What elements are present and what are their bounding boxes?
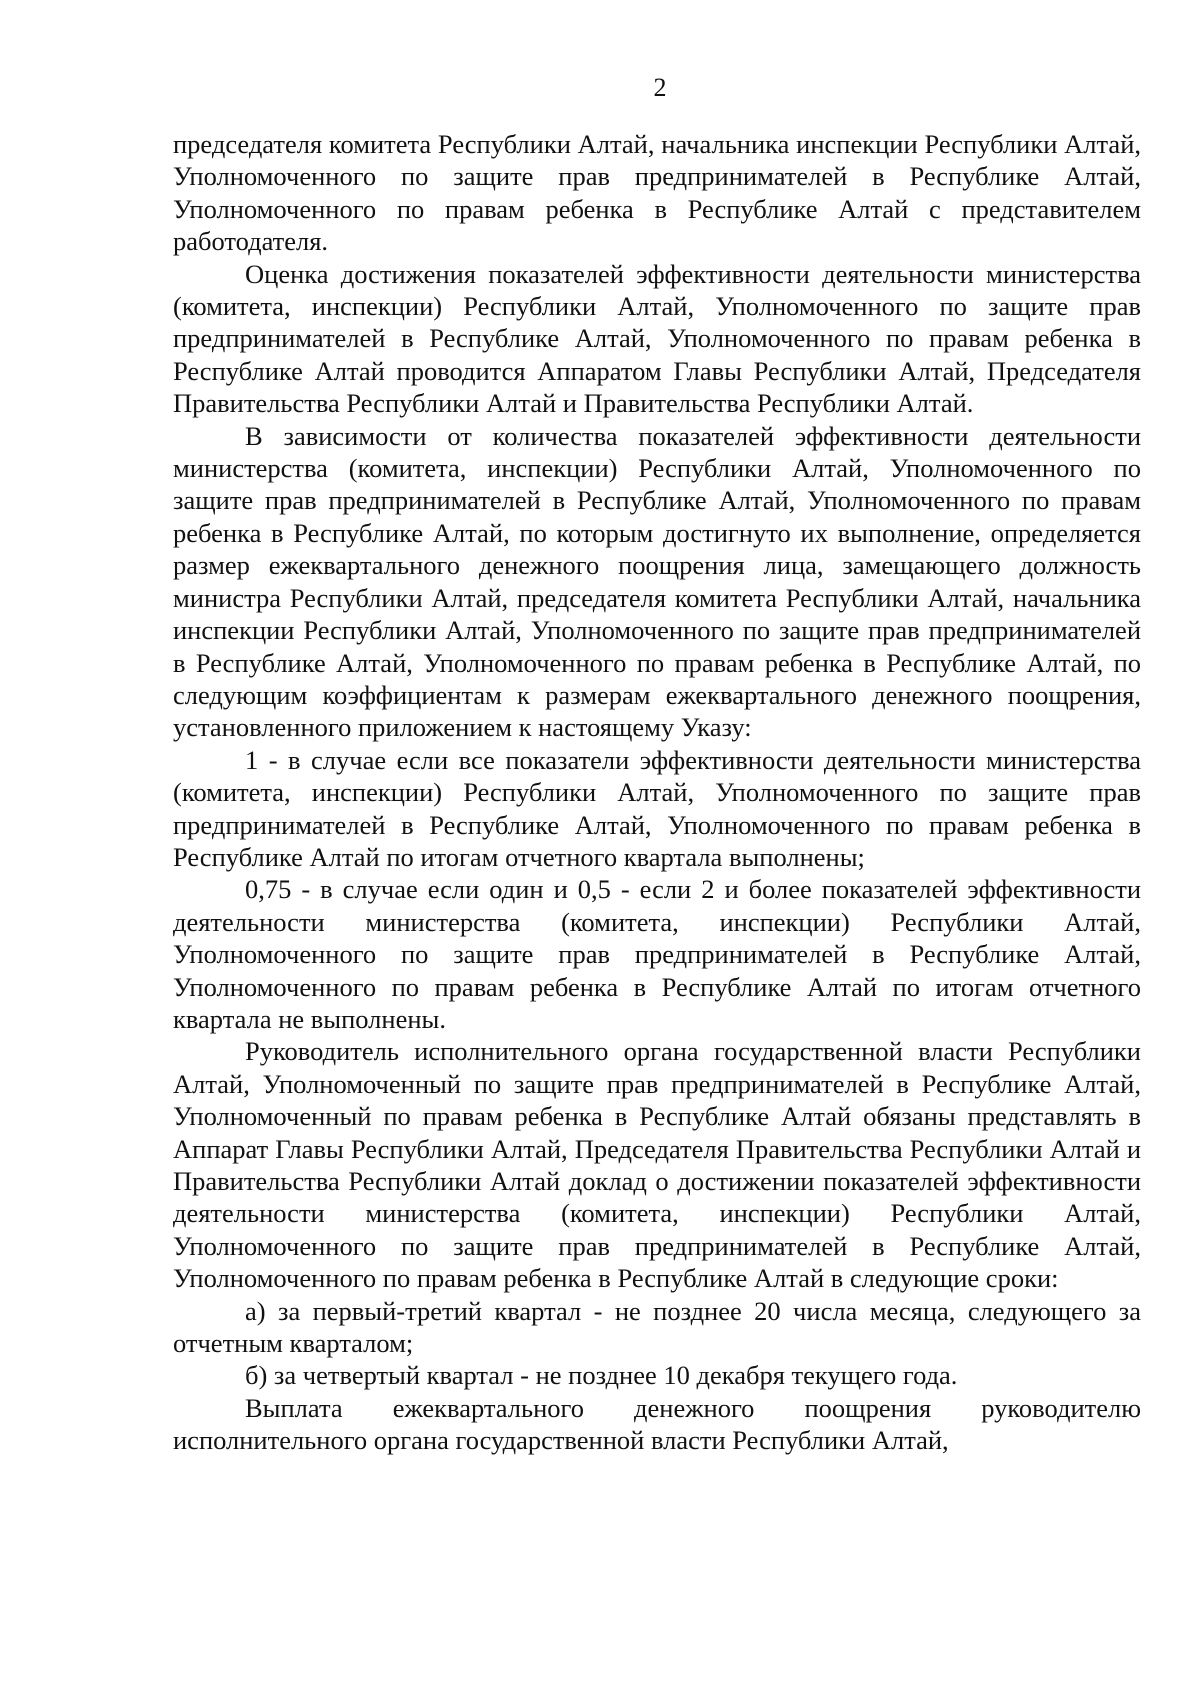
page-number: 2 (653, 73, 667, 102)
paragraph: а) за первый-третий квартал - не позднее 20 числа месяца, следующего за отчетным кварталом; (173, 1295, 1141, 1359)
paragraph: 1 - в случае если все показатели эффективности деятельности министерства (комитета, инспекции) Республики Алтай, Уполномоченного по защите прав предпринимателей в Республике Алтай, Уполномоченного по правам ребенка в Республике Алтай по итогам отчетного квартала выполнены; (173, 744, 1141, 872)
paragraph: Руководитель исполнительного органа государственной власти Республики Алтай, Уполномоченный по защите прав предпринимателей в Республике Алтай, Уполномоченный по правам ребенка в Республике Алтай обязаны представлять в Аппарат Главы Республики Алтай, Председателя Правительства Республики Алтай и Правительства Республики Алтай доклад о достижении показателей эффективности деятельности министерства (комитета, инспекции) Республики Алтай, Уполномоченного по защите прав предпринимателей в Республике Алтай, Уполномоченного по правам ребенка в Республике Алтай в следующие сроки: (173, 1036, 1141, 1294)
paragraph: 0,75 - в случае если один и 0,5 - если 2 и более показателей эффективности деятельности министерства (комитета, инспекции) Республики Алтай, Уполномоченного по защите прав предпринимателей в Республике Алтай, Уполномоченного по правам ребенка в Республике Алтай по итогам отчетного квартала не выполнены. (173, 874, 1141, 1034)
document-body (173, 128, 1141, 1457)
paragraph: Выплата ежеквартального денежного поощрения руководителю исполнительного органа государственной власти Республики Алтай, (173, 1392, 1141, 1456)
paragraph: В зависимости от количества показателей эффективности деятельности министерства (комитета, инспекции) Республики Алтай, Уполномоченного по защите прав предпринимателей в Республике Алтай, Уполномоченного по правам ребенка в Республике Алтай, по которым достигнуто их выполнение, определяется размер ежеквартального денежного поощрения лица, замещающего должность министра Республики Алтай, председателя комитета Республики Алтай, начальника инспекции Республики Алтай, Уполномоченного по защите прав предпринимателей в Республике Алтай, Уполномоченного по правам ребенка в Республике Алтай, по следующим коэффициентам к размерам ежеквартального денежного поощрения, установленного приложением к настоящему Указу: (173, 420, 1141, 743)
paragraph: Оценка достижения показателей эффективности деятельности министерства (комитета, инспекции) Республики Алтай, Уполномоченного по защите прав предпринимателей в Республике Алтай, Уполномоченного по правам ребенка в Республике Алтай проводится Аппаратом Главы Республики Алтай, Председателя Правительства Республики Алтай и Правительства Республики Алтай. (173, 258, 1141, 419)
paragraph: председателя комитета Республики Алтай, начальника инспекции Республики Алтай, Уполномоченного по защите прав предпринимателей в Республике Алтай, Уполномоченного по правам ребенка в Республике Алтай с представителем работодателя. (173, 129, 1141, 257)
paragraph: б) за четвертый квартал - не позднее 10 декабря текущего года. (245, 1360, 958, 1391)
